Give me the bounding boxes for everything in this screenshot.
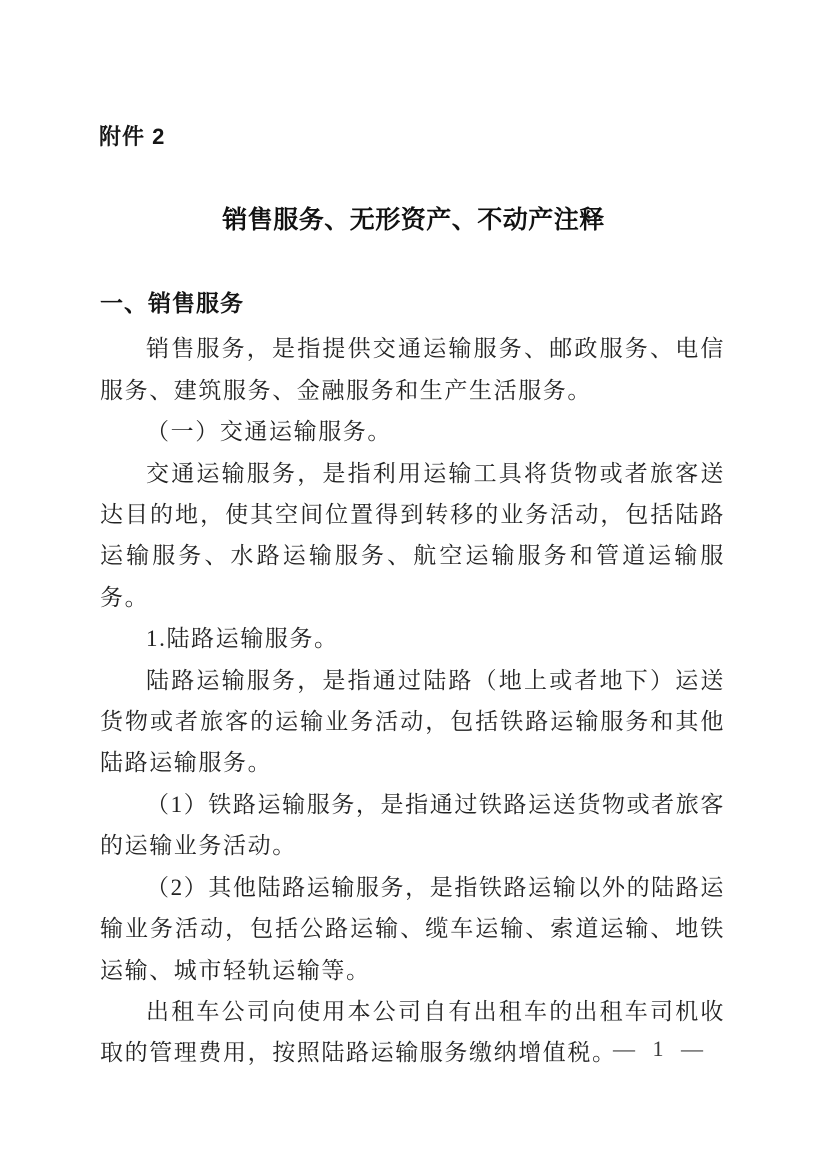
page-number: — 1 — [613, 1036, 709, 1061]
paragraph: 交通运输服务，是指利用运输工具将货物或者旅客送达目的地，使其空间位置得到转移的业务活动，包括陆路运输服务、水路运输服务、航空运输服务和管道运输服务。 [100, 460, 725, 610]
paragraph: （1）铁路运输服务，是指通过铁路运送货物或者旅客的运输业务活动。 [100, 791, 725, 859]
paragraph: 销售服务，是指提供交通运输服务、邮政服务、电信服务、建筑服务、金融服务和生产生活服务。 [100, 336, 725, 403]
paragraph: （一）交通运输服务。 [146, 419, 392, 445]
paragraph: 出租车公司向使用本公司自有出租车的出租车司机收取的管理费用，按照陆路运输服务缴纳增值税。 [100, 998, 725, 1066]
section-heading: 一、销售服务 [100, 290, 244, 316]
paragraph: （2）其他陆路运输服务，是指铁路运输以外的陆路运输业务活动，包括公路运输、缆车运输、索道运输、地铁运输、城市轻轨运输等。 [100, 874, 725, 983]
paragraph: 1.陆路运输服务。 [146, 626, 339, 652]
document-body [100, 283, 725, 1074]
document-title: 销售服务、无形资产、不动产注释 [222, 207, 605, 234]
paragraph: 陆路运输服务，是指通过陆路（地上或者地下）运送货物或者旅客的运输业务活动，包括铁路运输服务和其他陆路运输服务。 [100, 667, 725, 776]
attachment-label: 附件 2 [99, 124, 166, 149]
